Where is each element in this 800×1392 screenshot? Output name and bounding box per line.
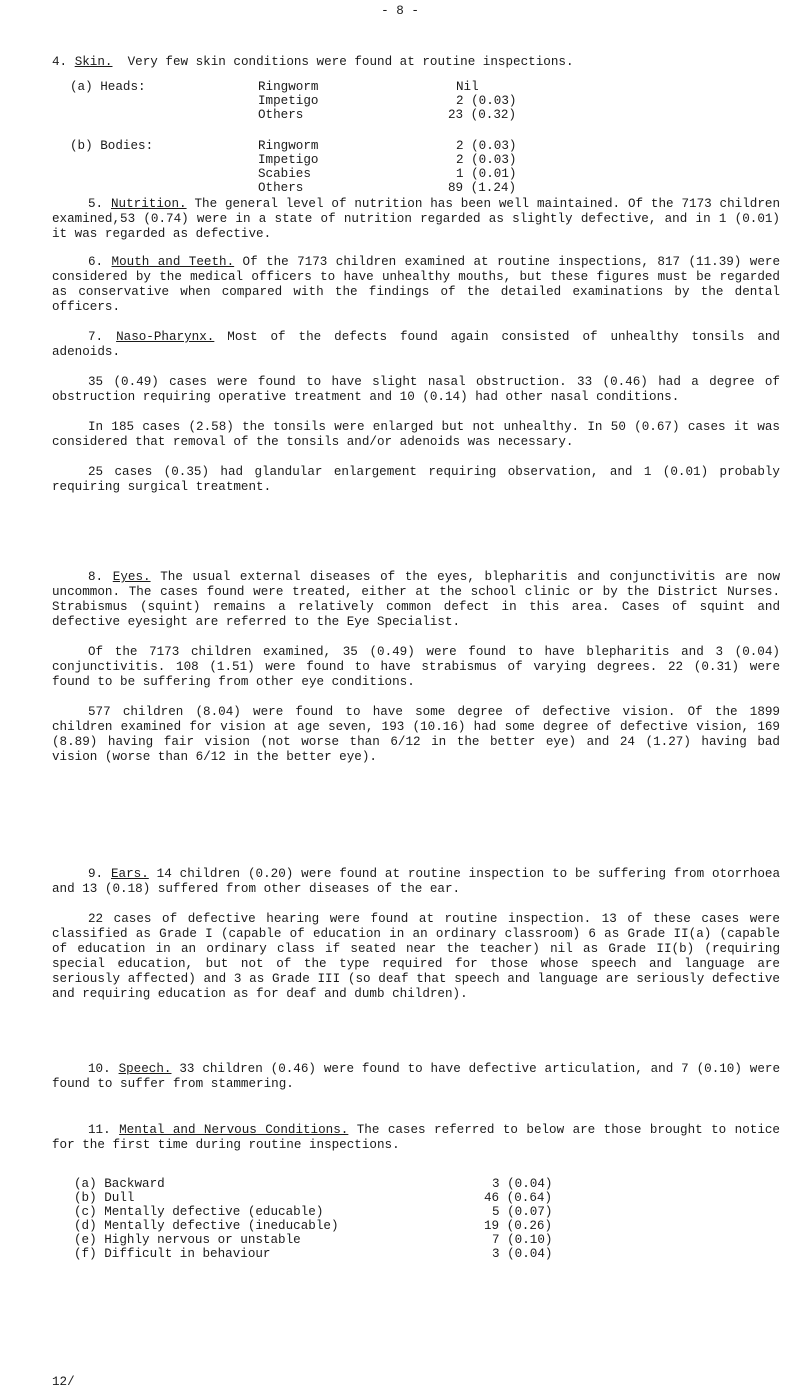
naso-p4: 25 cases (0.35) had glandular enlargement requiring observation, and 1 (0.01) probably requiring surgical treatment.: [52, 465, 780, 494]
eyes-title: Eyes.: [112, 570, 151, 584]
naso-p3: In 185 cases (2.58) the tonsils were enlarged but not unhealthy. In 50 (0.67) cases it was considered that removal of the tonsils and/or adenoids was necessary.: [52, 420, 780, 449]
mouth-title: Mouth and Teeth.: [111, 255, 235, 269]
document-page: - 8 - 4. Skin. Very few skin conditions were found at routine inspections. (a) Heads: Ringworm Nil Impetigo 2 (0.03) Others 23 (0.32) (b) Bodies: Ringworm 2 (0.03) Impetigo 2 (0.03) Scabies 1 (0.01) Others 89 (1.24) 5. Nutrition. The general level of nutrition has been well maintained. Of the 7173 children examined,53 (0.74) were in a state of nutrition regarded as slightly defective, and in 1 (0.01) it was regarded as defective. 6. Mouth and Teeth. Of the 7173 children examined at routine inspections, 817 (11.39) were considered by the medical officers to have unhealthy mouths, but these figures must be regarded as conservative when compared with the findings of the detailed examinations by the dental officers. 7. Naso-Pharynx. Most of the defects found again consisted of unhealthy tonsils and adenoids. 35 (0.49) cases were found to have slight nasal obstruction. 33 (0.46) had a degree of obstruction requiring operative treatment and 10 (0.14) had other nasal conditions. In 185 cases (2.58) the tonsils were enlarged but not unhealthy. In 50 (0.67) cases it was considered that removal of the tonsils and/or adenoids was necessary. 25 cases (0.35) had glandular enlargement requiring observation, and 1 (0.01) probably requiring surgical treatment. 8. Eyes. The usual external diseases of the eyes, blepharitis and conjunctivitis are now uncommon. The cases found were treated, either at the school clinic or by the District Nurses. Strabismus (squint) remains a relatively common defect in this area. Cases of squint and defective eyesight are referred to the Eye Specialist. Of the 7173 children examined, 35 (0.49) were found to have blepharitis and 3 (0.04) conjunctivitis. 108 (1.51) were found to have strabismus of varying degrees. 22 (0.31) were found to be suffering from other eye conditions. 577 children (8.04) were found to have some degree of defective vision. Of the 1899 children examined for vision at age seven, 193 (10.16) had some degree of defective vision, 169 (8.89) having fair vision (not worse than 6/12 in the better eye) and 24 (1.27) having bad vision (worse than 6/12 in the better eye). 9. Ears. 14 children (0.20) were found at routine inspection to be suffering from otorrhoea and 13 (0.18) suffered from other diseases of the ear. 22 cases of defective hearing were found at routine inspection. 13 of these cases were classified as Grade I (capable of education in an ordinary classroom) 6 as Grade II(a) (capable of education in an ordinary class if seated near the teacher) nil as Grade II(b) (requiring special education, but not of the type required for those whose speech and language are seriously affected) and 3 as Grade III (so deaf that speech and language are seriously defective and requiring education as for deaf and dumb children). 10. Speech. 33 children (0.46) were found to have defective articulation, and 7 (0.10) were found to suffer from stammering. 11. Mental and Nervous Conditions. The cases referred to below are those brought to notice for the first time during routine inspections. (a) Backward 3 (0.04) (b) Dull 46 (0.64) (c) Mentally defective (educable) 5 (0.07) (d) Mentally defective (ineducable) 19 (0.26) (e) Highly nervous or unstable 7 (0.10) (f) Difficult in behaviour 3 (0.04) 12/: [0, 0, 800, 1392]
skin-heading: [52, 55, 574, 70]
nutrition-text: The general level of nutrition has been well maintained. Of the 7173 children examined,53 (0.74) were in a state of nutrition regarded as slightly defective, and in 1 (0.01) it was regarded as defective.: [52, 197, 781, 241]
skin-title: Skin.: [74, 55, 113, 69]
page-number: - 8 -: [381, 4, 419, 18]
eyes-p2: Of the 7173 children examined, 35 (0.49) were found to have blepharitis and 3 (0.04) conjunctivitis. 108 (1.51) were found to have strabismus of varying degrees. 22 (0.31) were found to be suffering from other eye conditions.: [52, 645, 780, 689]
ears-section: 9. Ears. 14 children (0.20) were found at routine inspection to be suffering from otorrhoea and 13 (0.18) suffered from other diseases of the ear. 22 cases of defective hearing were found at routine inspection. 13 of these cases were classified as Grade I (capable of education in an ordinary classroom) 6 as Grade II(a) (capable of education in an ordinary class if seated near the teacher) nil as Grade II(b) (requiring special education, but not of the type required for those whose speech and language are seriously affected) and 3 as Grade III (so deaf that speech and language are seriously defective and requiring education as for deaf and dumb children).: [52, 867, 781, 1001]
mental-section: 11. Mental and Nervous Conditions. The cases referred to below are those brought to notice for the first time during routine inspections.: [52, 1123, 780, 1152]
speech-text: 33 children (0.46) were found to have defective articulation, and 7 (0.10) were found to suffer from stammering.: [52, 1062, 781, 1091]
ears-p1: 14 children (0.20) were found at routine inspection to be suffering from otorrhoea and 13 (0.18) suffered from other diseases of the ear.: [52, 867, 781, 896]
ears-title: Ears.: [111, 867, 149, 881]
speech-title: Speech.: [118, 1062, 172, 1076]
heads-label: (a) Heads:: [70, 80, 146, 94]
mental-title: Mental and Nervous Conditions.: [119, 1123, 349, 1137]
skin-num: 4.: [52, 55, 68, 69]
eyes-p3: 577 children (8.04) were found to have some degree of defective vision. Of the 1899 children examined for vision at age seven, 193 (10.16) had some degree of defective vision, 169 (8.89) having fair vision (not worse than 6/12 in the better eye) and 24 (1.27) having bad vision (worse than 6/12 in the better eye).: [52, 705, 780, 764]
skin-intro: Very few skin conditions were found at routine inspections.: [127, 55, 574, 69]
speech-section: 10. Speech. 33 children (0.46) were found to have defective articulation, and 7 (0.10) were found to suffer from stammering.: [52, 1062, 781, 1091]
naso-title: Naso-Pharynx.: [116, 330, 215, 344]
ears-p2: 22 cases of defective hearing were found at routine inspection. 13 of these cases were classified as Grade I (capable of education in an ordinary classroom) 6 as Grade II(a) (capable of education in an ordinary class if seated near the teacher) nil as Grade II(b) (requiring special education, but not of the type required for those whose speech and language are seriously affected) and 3 as Grade III (so deaf that speech and language are seriously defective and requiring education as for deaf and dumb children).: [52, 912, 780, 1001]
nutrition-title: Nutrition.: [111, 197, 187, 211]
naso-p2: 35 (0.49) cases were found to have slight nasal obstruction. 33 (0.46) had a degree of obstruction requiring operative treatment and 10 (0.14) had other nasal conditions.: [52, 375, 780, 404]
mouth-section: 6. Mouth and Teeth. Of the 7173 children examined at routine inspections, 817 (11.39) were considered by the medical officers to have unhealthy mouths, but these figures must be regarded as conservative when compared with the findings of the detailed examinations by the dental officers.: [52, 255, 780, 314]
bodies-label: (b) Bodies:: [70, 139, 154, 153]
mental-text: The cases referred to below are those brought to notice for the first time during routine inspections.: [52, 1123, 780, 1152]
naso-p1: Most of the defects found again consisted of unhealthy tonsils and adenoids.: [52, 330, 780, 359]
naso-section: 7. Naso-Pharynx. Most of the defects found again consisted of unhealthy tonsils and adenoids. 35 (0.49) cases were found to have slight nasal obstruction. 33 (0.46) had a degree of obstruction requiring operative treatment and 10 (0.14) had other nasal conditions. In 185 cases (2.58) the tonsils were enlarged but not unhealthy. In 50 (0.67) cases it was considered that removal of the tonsils and/or adenoids was necessary. 25 cases (0.35) had glandular enlargement requiring observation, and 1 (0.01) probably requiring surgical treatment.: [52, 330, 780, 494]
nutrition-section: 5. Nutrition. The general level of nutrition has been well maintained. Of the 7173 children examined,53 (0.74) were in a state of nutrition regarded as slightly defective, and in 1 (0.01) it was regarded as defective.: [52, 197, 781, 241]
eyes-p1: The usual external diseases of the eyes, blepharitis and conjunctivitis are now uncommon. The cases found were treated, either at the school clinic or by the District Nurses. Strabismus (squint) remains a relatively common defect in this area. Cases of squint and defective eyesight are referred to the Eye Specialist.: [52, 570, 781, 629]
eyes-section: 8. Eyes. The usual external diseases of the eyes, blepharitis and conjunctivitis are now uncommon. The cases found were treated, either at the school clinic or by the District Nurses. Strabismus (squint) remains a relatively common defect in this area. Cases of squint and defective eyesight are referred to the Eye Specialist. Of the 7173 children examined, 35 (0.49) were found to have blepharitis and 3 (0.04) conjunctivitis. 108 (1.51) were found to have strabismus of varying degrees. 22 (0.31) were found to be suffering from other eye conditions. 577 children (8.04) were found to have some degree of defective vision. Of the 1899 children examined for vision at age seven, 193 (10.16) had some degree of defective vision, 169 (8.89) having fair vision (not worse than 6/12 in the better eye) and 24 (1.27) having bad vision (worse than 6/12 in the better eye).: [52, 570, 781, 764]
page-footer: 12/: [52, 1375, 75, 1389]
mouth-text: Of the 7173 children examined at routine inspections, 817 (11.39) were considered by the medical officers to have unhealthy mouths, but these figures must be regarded as conservative when compared with the findings of the detailed examinations by the dental officers.: [52, 255, 780, 314]
